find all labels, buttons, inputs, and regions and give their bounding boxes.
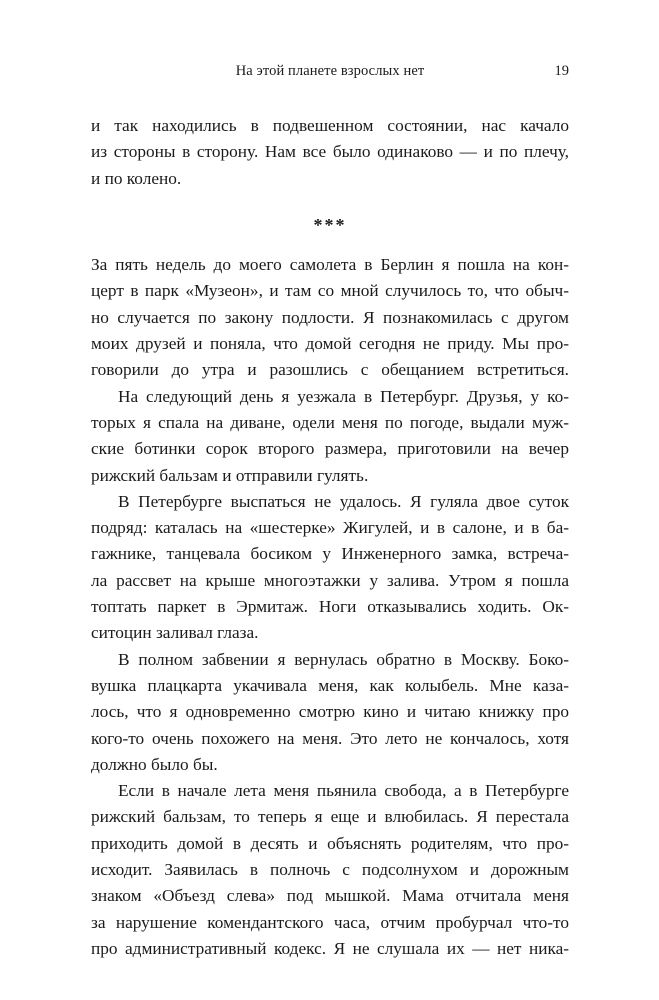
paragraph <box>91 778 569 962</box>
text-line: ские ботинки сорок второго размера, приготовили на вечер <box>91 439 569 459</box>
body-text <box>91 113 569 962</box>
text-line: церт в парк «Музеон», и там со мной случилось то, что обыч- <box>91 281 569 301</box>
text-line: ситоцин заливал глаза. <box>91 623 259 643</box>
text-line: про административный кодекс. Я не слушала их — нет ника- <box>91 938 569 958</box>
text-line: За пять недель до моего самолета в Берлин я пошла на кон- <box>91 255 569 275</box>
text-line: вушка плацкарта укачивала меня, как колыбель. Мне каза- <box>91 675 569 695</box>
text-line: топтать паркет в Эрмитаж. Ноги отказывались ходить. Ок- <box>91 597 569 617</box>
text-line: лось, что я одновременно смотрю кино и читаю книжку про <box>91 702 569 722</box>
text-line: Если в начале лета меня пьянила свобода, а в Петербурге <box>118 781 569 801</box>
page-number: 19 <box>554 63 569 79</box>
text-line: торых я спала на диване, одели меня по погоде, выдали муж- <box>91 412 569 432</box>
text-line: и по колено. <box>91 168 182 188</box>
text-line: В Петербурге выспаться не удалось. Я гуляла двое суток <box>118 491 569 511</box>
text-line: за нарушение комендантского часа, отчим пробурчал что-то <box>91 912 569 932</box>
text-line: говорили до утра и разошлись с обещанием встретиться. <box>91 360 569 380</box>
text-line: На следующий день я уезжала в Петербург. Друзья, у ко- <box>118 386 569 406</box>
text-line: из стороны в сторону. Нам все было одинаково — и по плечу, <box>91 142 569 162</box>
text-line: гажнике, танцевала босиком у Инженерного замка, встреча- <box>91 544 569 564</box>
running-title: На этой планете взрослых нет <box>235 63 425 79</box>
text-line: кого-то очень похожего на меня. Это лето не кончалось, хотя <box>91 728 569 748</box>
paragraph <box>91 647 569 778</box>
text-line: моих друзей и поняла, что домой сегодня не приду. Мы про- <box>91 334 569 354</box>
text-line: приходить домой в десять и объяснять родителям, что про- <box>91 833 569 853</box>
text-line: рижский бальзам и отправили гулять. <box>91 465 369 485</box>
paragraph <box>91 252 569 383</box>
text-line: должно было бы. <box>91 754 218 774</box>
paragraph <box>91 384 569 489</box>
running-header <box>91 63 569 83</box>
paragraph-continued <box>91 113 569 192</box>
text-line: ла рассвет на крыше многоэтажки у залива. Утром я пошла <box>91 570 569 590</box>
text-line: но случается по закону подлости. Я познакомилась с другом <box>91 307 569 327</box>
paragraph <box>91 489 569 647</box>
text-line: и так находились в подвешенном состоянии, нас качало <box>91 116 569 135</box>
text-line: рижский бальзам, то теперь я еще и влюбилась. Я перестала <box>91 807 569 827</box>
text-line: исходит. Заявилась в полночь с подсолнухом и дорожным <box>91 860 569 880</box>
text-line: В полном забвении я вернулась обратно в Москву. Боко- <box>118 649 569 669</box>
text-line: знаком «Объезд слева» под мышкой. Мама отчитала меня <box>91 886 569 906</box>
section-separator: *** <box>313 214 347 235</box>
text-line: подряд: каталась на «шестерке» Жигулей, и в салоне, и в ба- <box>91 518 569 538</box>
